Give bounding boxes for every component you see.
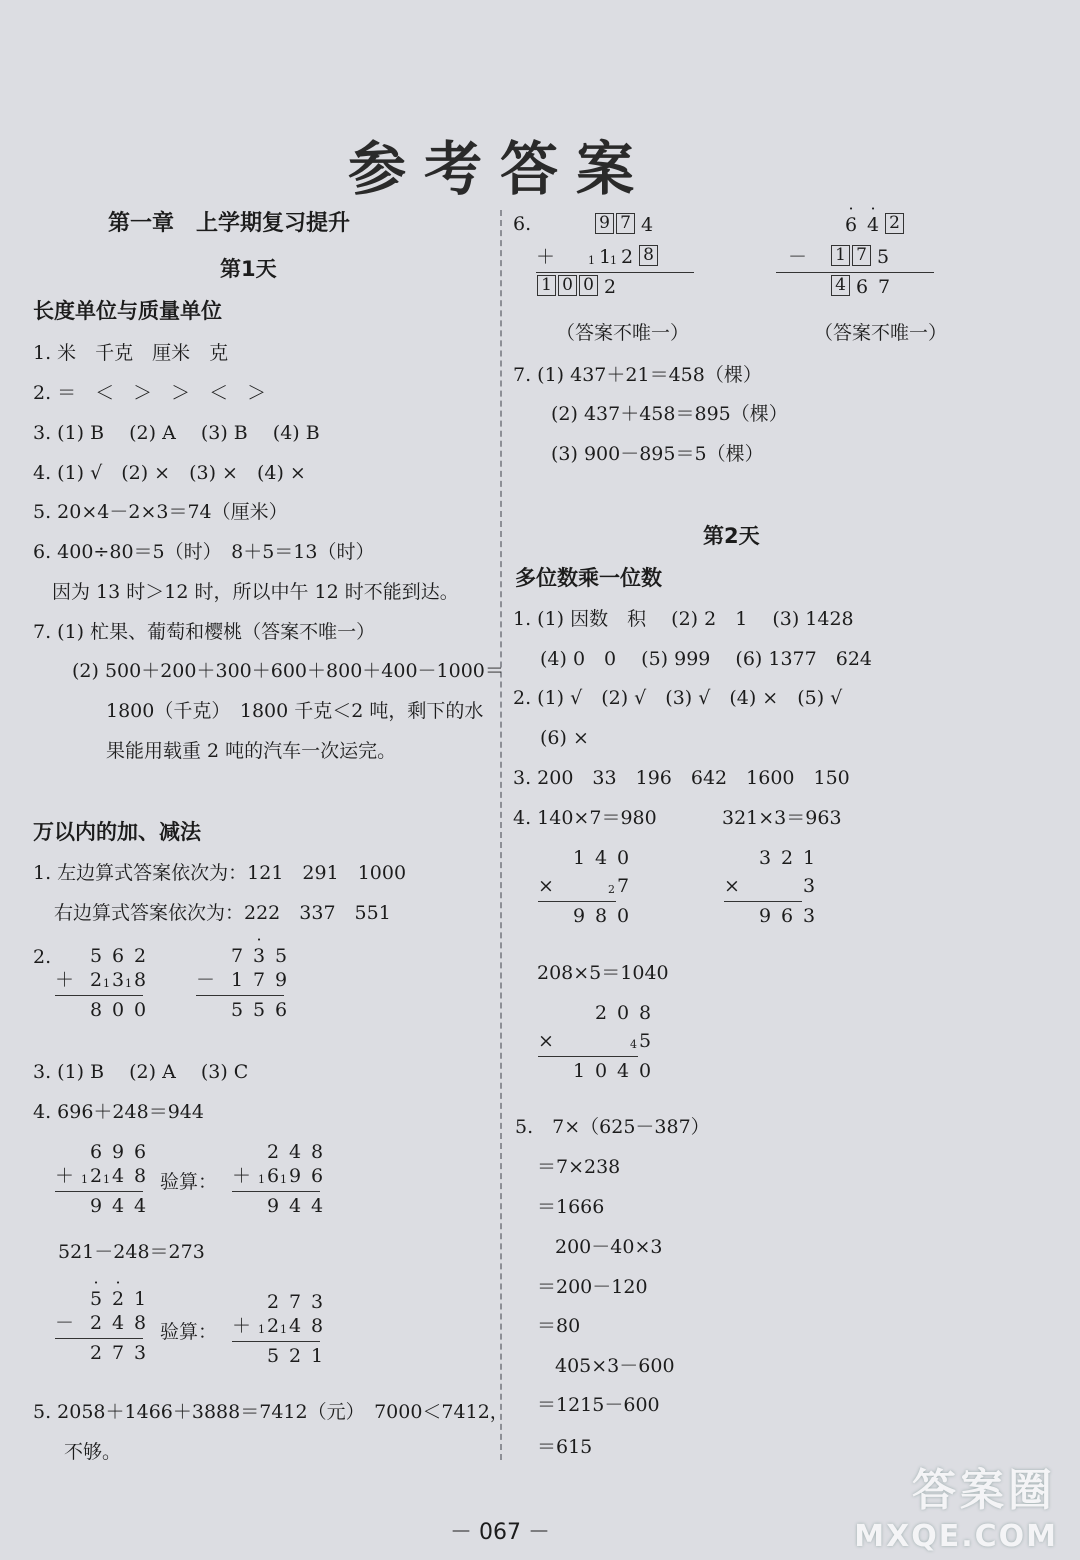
answer-line: ＝200－120 <box>537 1276 648 1298</box>
vertical-addition: 5 6 2 ＋ 2 3 1 8 1 8 0 0 <box>55 945 147 1021</box>
page-title: 参考答案 <box>347 135 652 203</box>
answer-line: 果能用载重 2 吨的汽车一次运完。 <box>106 740 397 762</box>
day2-heading: 第2天 <box>703 524 760 548</box>
vertical-subtraction: · 5 · 2 1 － 2 4 8 2 7 3 <box>55 1273 147 1364</box>
check-label: 验算： <box>160 1321 218 1343</box>
section-multiplication: 多位数乘一位数 <box>515 566 662 590</box>
watermark-logo: 答案圈 <box>912 1465 1056 1516</box>
answer-line: ＝1666 <box>537 1196 605 1218</box>
answer-line: 6. <box>513 213 532 235</box>
vertical-multiplication: 2 0 8 × 5 4 1 0 4 0 <box>538 1002 652 1082</box>
vertical-multiplication: 1 4 0 × 7 2 9 8 0 <box>538 847 630 927</box>
answer-line: 405×3－600 <box>555 1355 675 1377</box>
answer-line: 2. ＝ ＜ ＞ ＞ ＜ ＞ <box>33 382 267 404</box>
vertical-subtraction: · 6 · 4 2 － 1 7 5 4 6 7 <box>788 213 934 299</box>
answer-line: 3. 200 33 196 642 1600 150 <box>513 767 850 789</box>
answer-line: 5. 20×4－2×3＝74（厘米） <box>33 501 288 523</box>
vertical-addition: 2 4 8 ＋ 6 1 9 1 6 9 4 4 <box>232 1141 324 1217</box>
section-add-subtract: 万以内的加、减法 <box>33 820 201 844</box>
answer-line: (3) 900－895＝5（棵） <box>551 443 764 465</box>
answer-line: ＝7×238 <box>537 1156 621 1178</box>
answer-line: 1. 左边算式答案依次为：121 291 1000 <box>33 862 407 884</box>
answer-line: 右边算式答案依次为：222 337 551 <box>54 902 391 924</box>
answer-line: ＝1215－600 <box>537 1394 660 1416</box>
answer-line: 2. (1) √ (2) √ (3) √ (4) × (5) √ <box>513 687 843 709</box>
answer-line: 5. 7×（625－387） <box>515 1116 710 1138</box>
answer-line: 不够。 <box>64 1441 122 1463</box>
answer-line: ＝615 <box>537 1436 593 1458</box>
vertical-addition: 9 7 4 ＋ 1 1 2 1 8 1 0 0 2 <box>536 213 694 299</box>
chapter-heading: 第一章 上学期复习提升 <box>108 211 351 236</box>
answer-line: 2. <box>33 946 52 968</box>
note-label: （答案不唯一） <box>814 322 948 344</box>
answer-line: 521－248＝273 <box>58 1241 205 1263</box>
page-number: － 067 － <box>450 1520 550 1545</box>
vertical-subtraction: 7 · 3 5 － 1 7 9 5 5 6 <box>196 930 288 1021</box>
answer-line: 321×3＝963 <box>722 807 842 829</box>
answer-line: 3. (1) B (2) A (3) B (4) B <box>33 422 320 444</box>
answer-line: (4) 0 0 (5) 999 (6) 1377 624 <box>540 648 872 670</box>
vertical-addition: 2 7 3 ＋ 2 1 4 1 8 5 2 1 <box>232 1291 324 1367</box>
note-label: （答案不唯一） <box>556 322 690 344</box>
answer-line: 4. 696＋248＝944 <box>33 1101 204 1123</box>
answer-line: 1800（千克） 1800 千克＜2 吨，剩下的水 <box>106 700 484 722</box>
vertical-multiplication: 3 2 1 × 3 9 6 3 <box>724 847 816 927</box>
answer-line: (2) 437＋458＝895（棵） <box>551 403 788 425</box>
answer-line: 7. (1) 437＋21＝458（棵） <box>513 364 762 386</box>
answer-line: 1. 米 千克 厘米 克 <box>33 342 229 364</box>
column-divider <box>500 210 502 1460</box>
watermark-url: MXQE.COM <box>854 1519 1058 1554</box>
answer-line: 208×5＝1040 <box>537 962 669 984</box>
answer-line: 5. 2058＋1466＋3888＝7412（元） 7000＜7412， <box>33 1401 509 1423</box>
day1-heading: 第1天 <box>220 257 277 281</box>
answer-line: (6) × <box>540 727 589 749</box>
section-length-mass: 长度单位与质量单位 <box>33 299 222 323</box>
answer-line: 6. 400÷80＝5（时） 8＋5＝13（时） <box>33 541 375 563</box>
vertical-addition: 6 9 6 ＋ 2 1 4 1 8 9 4 4 <box>55 1141 147 1217</box>
check-label: 验算： <box>160 1171 218 1193</box>
answer-line: 因为 13 时＞12 时，所以中午 12 时不能到达。 <box>52 581 459 603</box>
answer-line: 3. (1) B (2) A (3) C <box>33 1061 249 1083</box>
answer-line: 7. (1) 杧果、葡萄和樱桃（答案不唯一） <box>33 621 376 643</box>
answer-line: 1. (1) 因数 积 (2) 2 1 (3) 1428 <box>513 608 854 630</box>
answer-line: ＝80 <box>537 1315 581 1337</box>
answer-line: (2) 500＋200＋300＋600＋800＋400－1000＝ <box>72 660 504 682</box>
answer-line: 200－40×3 <box>555 1236 663 1258</box>
answer-line: 4. 140×7＝980 <box>513 807 657 829</box>
answer-line: 4. (1) √ (2) × (3) × (4) × <box>33 462 306 484</box>
